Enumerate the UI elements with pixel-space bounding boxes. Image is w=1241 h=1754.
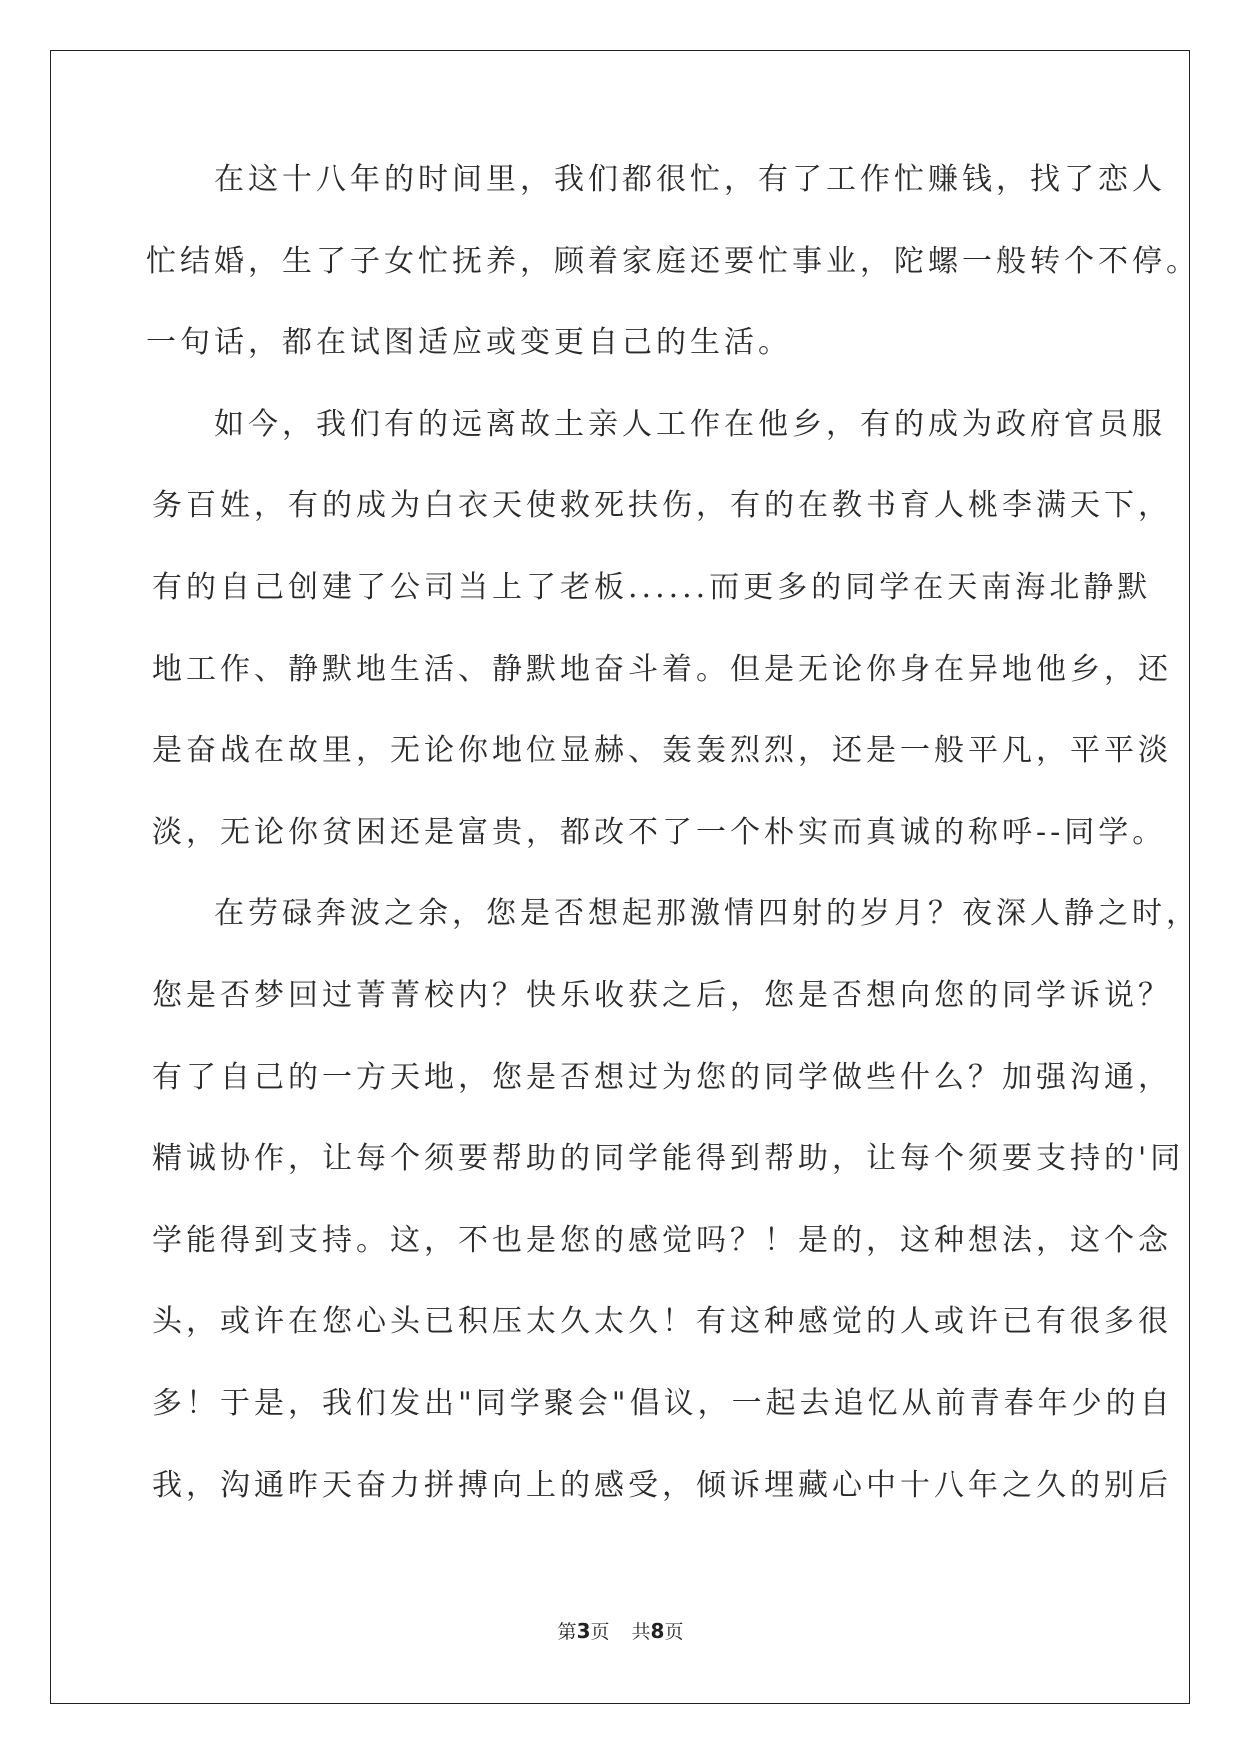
text-line: 地工作、静默地生活、静默地奋斗着。但是无论你身在异地他乡，还 [152, 651, 1172, 687]
text-line: 如今，我们有的远离故土亲人工作在他乡，有的成为政府官员服 [214, 406, 1166, 442]
text-line: 精诚协作，让每个须要帮助的同学能得到帮助，让每个须要支持的'同 [152, 1141, 1185, 1177]
text-line: 淡，无论你贫困还是富贵，都改不了一个朴实而真诚的称呼--同学。 [152, 814, 1167, 850]
text-line: 忙结婚，生了子女忙抚养，顾着家庭还要忙事业，陀螺一般转个不停。 [146, 243, 1200, 279]
total-pages: 8 [650, 1619, 665, 1643]
page-prefix: 第 [557, 1621, 577, 1643]
total-suffix: 页 [664, 1621, 684, 1643]
page-footer [0, 1617, 1241, 1644]
text-line: 在劳碌奔波之余，您是否想起那激情四射的岁月？夜深人静之时， [214, 896, 1200, 932]
document-body [146, 160, 1200, 1547]
total-prefix: 共 [631, 1621, 651, 1643]
page-number: 3 [576, 1619, 591, 1643]
text-line: 有的自己创建了公司当上了老板......而更多的同学在天南海北静默 [152, 569, 1152, 605]
text-line: 您是否梦回过菁菁校内？快乐收获之后，您是否想向您的同学诉说？ [152, 977, 1172, 1013]
text-line: 有了自己的一方天地，您是否想过为您的同学做些什么？加强沟通， [152, 1059, 1172, 1095]
page-suffix: 页 [590, 1621, 610, 1643]
text-line: 多！于是，我们发出"同学聚会"倡议，一起去追忆从前青春年少的自 [152, 1385, 1174, 1421]
text-line: 一句话，都在试图适应或变更自己的生活。 [146, 325, 792, 361]
text-line: 务百姓，有的成为白衣天使救死扶伤，有的在教书育人桃李满天下， [152, 488, 1172, 524]
text-line: 我，沟通昨天奋力拼搏向上的感受，倾诉埋藏心中十八年之久的别后 [152, 1467, 1172, 1503]
text-line: 头，或许在您心头已积压太久太久！有这种感觉的人或许已有很多很 [152, 1304, 1172, 1340]
text-line: 学能得到支持。这，不也是您的感觉吗？！是的，这种想法，这个念 [152, 1222, 1172, 1258]
text-line: 是奋战在故里，无论你地位显赫、轰轰烈烈，还是一般平凡，平平淡 [152, 733, 1172, 769]
text-line: 在这十八年的时间里，我们都很忙，有了工作忙赚钱，找了恋人 [214, 162, 1166, 197]
